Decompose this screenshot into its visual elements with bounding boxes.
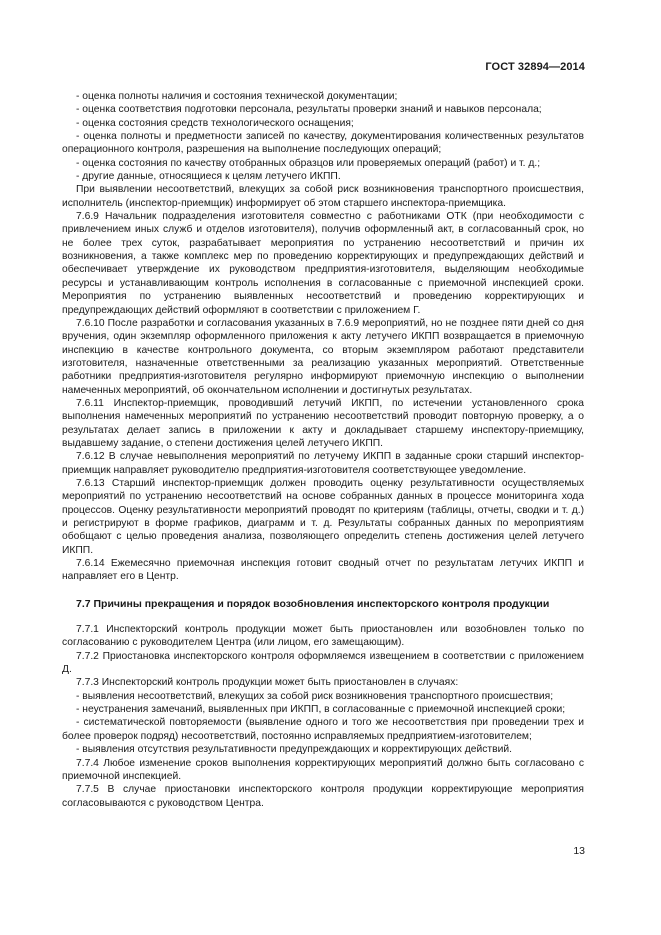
list-item: - другие данные, относящиеся к целям летучего ИКПП. <box>76 171 341 183</box>
list-item: - оценка состояния по качеству отобранных образцов или проверяемых операций (работ) и т. д.; <box>76 157 541 169</box>
paragraph: При выявлении несоответствий, влекущих за собой риск возникновения транспортного происшествия, исполнитель (инспектор-приемщик) информирует об этом старшего инспектора-приемщика. <box>62 184 584 209</box>
standard-header: ГОСТ 32894—2014 <box>485 61 585 73</box>
paragraph-7-6-9: 7.6.9 Начальник подразделения изготовителя совместно с работниками ОТК (при необходимости с привлечением иных служб и отделов изготовителя), получив оформленный акт, в согласованный срок, но не более трех суток, разрабатывает мероприятия по устранению несоответствий и причин их возникновения, а также комплекс мер по проведению корректирующих и предупреждающих действий и обеспечивает утверждение их руководством предприятия-изготовителя, выделяющим необходимые ресурсы и устанавливающим контроль исполнения в согласованные с приемочной инспекцией сроки. Мероприятия по устранению выявленных несоответствий и проведению корректирующих и предупреждающих действий оформляют в соответствии с приложением Г. <box>62 211 584 316</box>
paragraph-7-6-14: 7.6.14 Ежемесячно приемочная инспекция готовит сводный отчет по результатам летучих ИКПП и направляет его в Центр. <box>62 558 584 583</box>
list-item: - неустранения замечаний, выявленных при ИКПП, в согласованные с приемочной инспекцией сроки; <box>76 704 566 716</box>
paragraph-7-7-5: 7.7.5 В случае приостановки инспекторского контроля продукции корректирующие мероприятия согласовываются с руководством Центра. <box>62 784 584 809</box>
section-heading-7-7: 7.7 Причины прекращения и порядок возобновления инспекторского контроля продукции <box>76 597 550 610</box>
paragraph-7-6-12: 7.6.12 В случае невыполнения мероприятий по летучему ИКПП в заданные сроки старший инспектор-приемщик направляет руководителю предприятия-изготовителя соответствующее уведомление. <box>62 451 584 476</box>
paragraph-7-6-10: 7.6.10 После разработки и согласования указанных в 7.6.9 мероприятий, но не позднее пяти дней со дня вручения, один экземпляр оформленного приложения к акту летучего ИКПП возвращается в приемочную инспекцию в качестве контрольного документа, со вторым экземпляром работают представители изготовителя, назначенные ответственными за реализацию указанных мероприятий. Ответственные работники предприятия-изготовителя регулярно информируют приемочную инспекцию о выполнении намеченных мероприятий, об окончательном исполнении и достигнутых результатах. <box>62 317 584 396</box>
list-item: - выявления отсутствия результативности предупреждающих и корректирующих действий. <box>76 744 512 756</box>
paragraph-7-6-13: 7.6.13 Старший инспектор-приемщик должен проводить оценку результативности осуществляемых мероприятий по устранению несоответствий на основе собранных данных в процессе мониторинга хода процессов. Оценку результативности мероприятий проводят по критериям (таблицы, отчеты, сводки и т. д.) и регистрируют в форме графиков, диаграмм и т. д. Результаты собранных данных по мероприятиям обобщают с целью проведения анализа, позволяющего определить степень достижения целей летучего ИКПП. <box>62 477 584 556</box>
list-item: - систематической повторяемости (выявление одного и того же несоответствия при проведении трех и более проверок подряд) несоответствий, постоянно исправляемых предприятием-изготовителем; <box>62 717 584 742</box>
paragraph-7-7-3: 7.7.3 Инспекторский контроль продукции может быть приостановлен в случаях: <box>76 677 459 689</box>
paragraph-7-7-1: 7.7.1 Инспекторский контроль продукции может быть приостановлен или возобновлен только по согласованию с руководителем Центра (или лицом, его замещающим). <box>62 624 584 649</box>
list-item: - оценка соответствия подготовки персонала, результаты проверки знаний и навыков персонала; <box>76 104 542 116</box>
document-body <box>62 90 584 810</box>
list-item: - оценка состояния средств технологического оснащения; <box>76 117 354 129</box>
paragraph-7-6-11: 7.6.11 Инспектор-приемщик, проводивший летучий ИКПП, по истечении установленного срока выполнения намеченных мероприятий по устранению несоответствий проводит повторную проверку, а о результатах делает запись в приложении к акту и докладывает старшему инспектору-приемщику, выдавшему задание, о степени достижения целей летучего ИКПП. <box>62 397 584 449</box>
page-number: 13 <box>573 845 585 857</box>
paragraph-7-7-2: 7.7.2 Приостановка инспекторского контроля оформляемся извещением в соответствии с приложением Д. <box>62 650 584 676</box>
list-item: - выявления несоответствий, влекущих за собой риск возникновения транспортного происшествия; <box>76 690 554 702</box>
paragraph-7-7-4: 7.7.4 Любое изменение сроков выполнения корректирующих мероприятий должно быть согласовано с приемочной инспекцией. <box>62 757 584 782</box>
list-item: - оценка полноты наличия и состояния технической документации; <box>76 91 398 102</box>
list-item: - оценка полноты и предметности записей по качеству, документирования количественных результатов операционного контроля, разрешения на выполнение последующих операций; <box>62 131 584 156</box>
